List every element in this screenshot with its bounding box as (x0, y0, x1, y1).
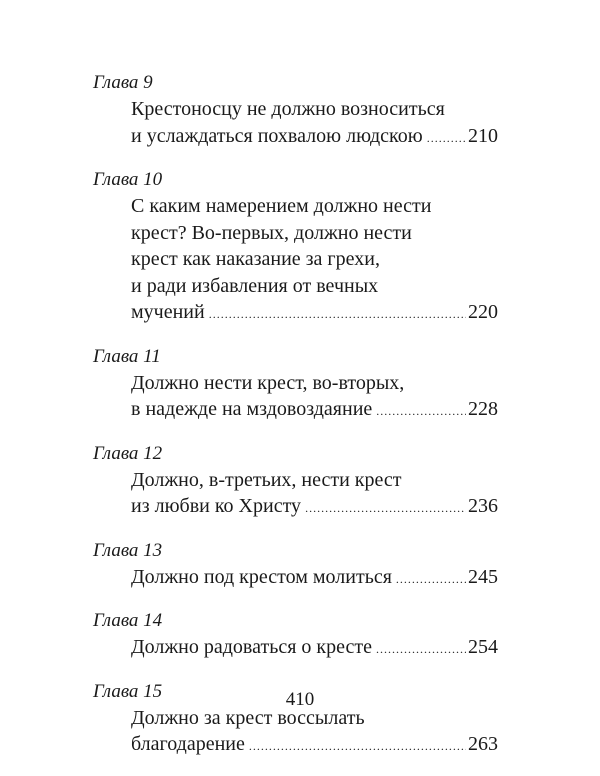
title-line: Должно радоваться о кресте (131, 636, 372, 658)
chapter-label: Глава 14 (93, 610, 163, 631)
chapter-label: Глава 15 (93, 680, 163, 702)
chapter-title (93, 564, 498, 593)
title-line: крест как наказание за грехи, (131, 248, 380, 270)
chapter-label: Глава 10 (93, 169, 163, 190)
page-number: 228 (468, 398, 498, 420)
chapter-title (93, 634, 498, 663)
page-number: 210 (468, 124, 498, 147)
page-number: 245 (468, 565, 498, 588)
title-line: и услаждаться похвалою людскою (131, 124, 423, 147)
title-line: благодарение (131, 733, 245, 755)
title-last-line (131, 396, 498, 425)
chapter-label: Глава 11 (93, 345, 161, 367)
toc-entry-chapter-12[interactable] (93, 441, 498, 522)
title-last-line (131, 493, 498, 522)
title-last-line (131, 564, 498, 593)
page-number: 220 (468, 301, 498, 323)
title-last-line (131, 634, 498, 663)
title-line: Должно под крестом молиться (131, 565, 392, 588)
title-line: в надежде на мздовоздаяние (131, 398, 373, 420)
dot-leader (396, 566, 466, 593)
title-last-line (131, 731, 498, 760)
dot-leader (249, 733, 466, 760)
chapter-title (93, 193, 498, 328)
toc-entry-chapter-13[interactable] (93, 538, 498, 593)
title-line: С каким намерением должно нести (131, 195, 432, 217)
title-line: крест? Во-первых, должно нести (131, 221, 412, 244)
dot-leader (427, 125, 466, 152)
toc-entry-chapter-10[interactable] (93, 167, 498, 328)
chapter-title (93, 705, 498, 760)
dot-leader (209, 301, 466, 328)
dot-leader (376, 636, 466, 663)
toc-entry-chapter-14[interactable] (93, 608, 498, 663)
title-line: мучений (131, 301, 205, 323)
table-of-contents (93, 70, 498, 776)
page-number: 254 (468, 636, 498, 658)
chapter-title (93, 96, 498, 151)
page-number: 263 (468, 733, 498, 755)
toc-entry-chapter-9[interactable] (93, 70, 498, 151)
title-last-line (131, 299, 498, 328)
title-line: Должно, в-третьих, нести крест (131, 468, 402, 491)
title-line: и ради избавления от вечных (131, 274, 379, 297)
chapter-label: Глава 13 (93, 539, 163, 561)
chapter-label: Глава 12 (93, 442, 163, 464)
page-number: 236 (468, 495, 498, 517)
title-line: Крестоносцу не должно возноситься (131, 98, 445, 120)
title-line: Должно за крест воссылать (131, 706, 365, 729)
title-last-line (131, 123, 498, 152)
chapter-label: Глава 9 (93, 72, 153, 93)
toc-entry-chapter-11[interactable] (93, 344, 498, 425)
title-line: из любви ко Христу (131, 495, 302, 517)
dot-leader (305, 495, 466, 522)
title-line: Должно нести крест, во-вторых, (131, 371, 405, 394)
chapter-title (93, 467, 498, 522)
folio-page-number: 410 (285, 689, 315, 710)
dot-leader (376, 398, 466, 425)
chapter-title (93, 370, 498, 425)
